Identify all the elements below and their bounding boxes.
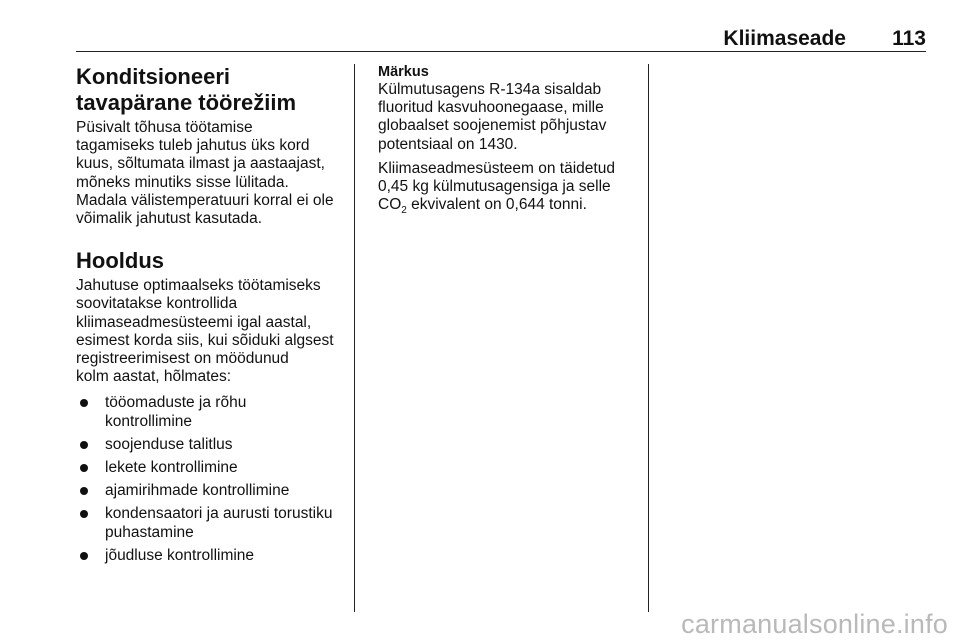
text-line: Kliimaseadmesüsteem on täidetud [378, 159, 615, 177]
text-line: tagamiseks tuleb jahutus üks kord [76, 137, 310, 155]
text-line: esimest korda siis, kui sõiduki algsest [76, 331, 334, 349]
text-line: 0,45 kg külmutusagensiga ja selle [378, 178, 611, 196]
list-item [76, 459, 350, 477]
note-paragraph-1 [378, 81, 640, 154]
page-number: 113 [892, 27, 926, 50]
list-item-text: puhastamine [105, 523, 194, 541]
maintenance-paragraph [76, 277, 350, 386]
list-item-text: soojenduse talitlus [105, 435, 233, 453]
note-heading: Märkus [378, 64, 429, 80]
section-heading-normal-operation: Konditsioneeri tavapärane töörežiim [76, 64, 297, 115]
list-item [76, 436, 350, 454]
text-line: globaalset soojenemist põhjustav [378, 117, 607, 135]
text-line: registreerimisest on möödunud [76, 350, 289, 368]
column-divider-1 [354, 64, 355, 612]
text-line: mõneks minutiks sisse lülitada. [76, 173, 289, 191]
text-line: fluoritud kasvuhoonegaase, mille [378, 99, 604, 117]
section-heading-maintenance: Hooldus [76, 248, 164, 274]
column-1 [76, 64, 350, 570]
maintenance-checklist [76, 394, 350, 565]
text-line: kolm aastat, hõlmates: [76, 368, 232, 386]
text-line: Püsivalt tõhusa töötamise [76, 119, 253, 136]
text-line: Jahutuse optimaalseks töötamiseks [76, 277, 321, 295]
bullet-icon [80, 399, 88, 407]
watermark: carmanualsonline.info [681, 609, 948, 639]
text-line: Külmutusagens R-134a sisaldab [378, 81, 602, 98]
normal-operation-paragraph [76, 119, 350, 228]
text-line: Madala välistemperatuuri korral ei ole [76, 191, 334, 209]
bullet-icon [80, 464, 88, 472]
bullet-icon [80, 552, 88, 560]
list-item-text: ajamirihmade kontrollimine [105, 482, 290, 500]
text-line: kuus, sõltumata ilmast ja aastaajast, [76, 155, 325, 173]
header-title: Kliimaseade [723, 27, 846, 50]
list-item-text: tööomaduste ja rõhu [105, 394, 247, 412]
list-item [76, 482, 350, 500]
list-item-text: lekete kontrollimine [105, 459, 238, 477]
text-line: ekvivalent on 0,644 tonni. [406, 196, 587, 214]
header-divider [76, 51, 926, 52]
column-divider-2 [648, 64, 649, 612]
list-item [76, 394, 350, 430]
text-line: kliimaseadmesüsteemi igal aastal, [76, 313, 312, 331]
column-2 [378, 64, 640, 217]
bullet-icon [80, 487, 88, 495]
co2-subscript: 2 [401, 205, 407, 217]
bullet-icon [80, 510, 88, 518]
text-line: võimalik jahutust kasutada. [76, 210, 263, 228]
bullet-icon [80, 441, 88, 449]
co2-formula: CO [378, 196, 402, 214]
list-item-text: kondensaatori ja aurusti torustiku [105, 505, 333, 523]
note-paragraph-2 [378, 160, 640, 215]
list-item [76, 505, 350, 541]
text-line: soovitatakse kontrollida [76, 295, 238, 313]
text-line: potentsiaal on 1430. [378, 135, 518, 153]
page-header [76, 26, 926, 52]
list-item [76, 547, 350, 565]
list-item-text: jõudluse kontrollimine [105, 546, 255, 564]
list-item-text: kontrollimine [105, 412, 193, 430]
